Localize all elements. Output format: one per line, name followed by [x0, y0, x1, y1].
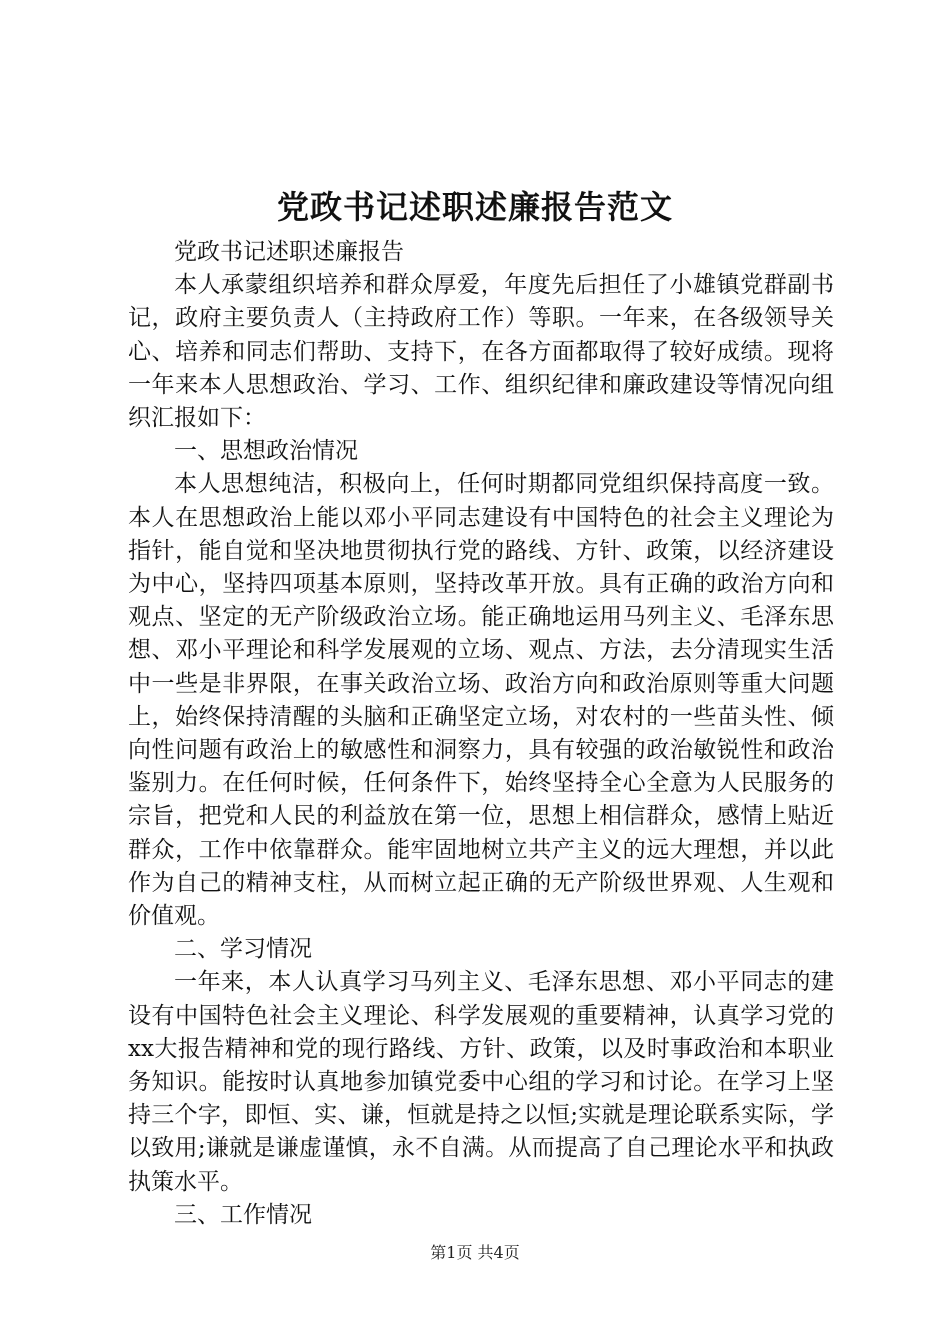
- document-title: 党政书记述职述廉报告范文: [276, 188, 673, 226]
- document-body: [128, 236, 834, 1232]
- section-heading-study: 二、学习情况: [174, 936, 312, 963]
- ideology-paragraph: 本人思想纯洁，积极向上，任何时期都同党组织保持高度一致。本人在思想政治上能以邓小平同志建设有中国特色的社会主义理论为指针，能自觉和坚决地贯彻执行党的路线、方针、政策，以经济建设为中心，坚持四项基本原则，坚持改革开放。具有正确的政治方向和观点、坚定的无产阶级政治立场。能正确地运用马列主义、毛泽东思想、邓小平理论和科学发展观的立场、观点、方法，去分清现实生活中一些是非界限，在事关政治立场、政治方向和政治原则等重大问题上，始终保持清醒的头脑和正确坚定立场，对农村的一些苗头性、倾向性问题有政治上的敏感性和洞察力，具有较强的政治敏锐性和政治鉴别力。在任何时候，任何条件下，始终坚持全心全意为人民服务的宗旨，把党和人民的利益放在第一位，思想上相信群众，感情上贴近群众，工作中依靠群众。能牢固地树立共产主义的远大理想，并以此作为自己的精神支柱，从而树立起正确的无产阶级世界观、人生观和价值观。: [128, 471, 834, 930]
- section-heading-work: 三、工作情况: [174, 1201, 312, 1228]
- section-heading-ideology: 一、思想政治情况: [174, 438, 358, 465]
- study-paragraph: 一年来，本人认真学习马列主义、毛泽东思想、邓小平同志的建设有中国特色社会主义理论、科学发展观的重要精神，认真学习党的xx大报告精神和党的现行路线、方针、政策，以及时事政治和本职业务知识。能按时认真地参加镇党委中心组的学习和讨论。在学习上坚持三个字，即恒、实、谦，恒就是持之以恒;实就是理论联系实际，学以致用;谦就是谦虚谨慎，永不自满。从而提高了自己理论水平和执政执策水平。: [128, 969, 834, 1195]
- page-number-footer: 第1页 共4页: [430, 1243, 520, 1262]
- intro-paragraph: 本人承蒙组织培养和群众厚爱，年度先后担任了小雄镇党群副书记，政府主要负责人（主持政府工作）等职。一年来，在各级领导关心、培养和同志们帮助、支持下，在各方面都取得了较好成绩。现将一年来本人思想政治、学习、工作、组织纪律和廉政建设等情况向组织汇报如下：: [128, 272, 834, 432]
- report-subtitle: 党政书记述职述廉报告: [174, 239, 404, 265]
